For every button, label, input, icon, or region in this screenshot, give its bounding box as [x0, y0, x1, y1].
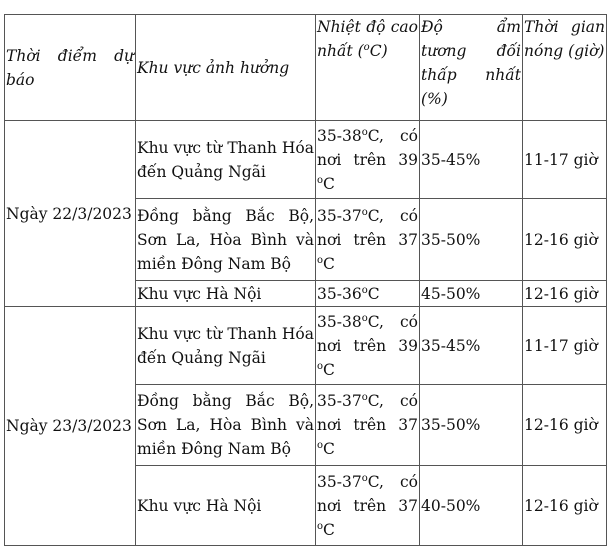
degree-sign: o	[361, 312, 368, 324]
temp-cell	[316, 281, 420, 307]
temp-cell	[316, 199, 420, 281]
area-cell: Khu vực Hà Nội	[136, 466, 316, 546]
temp-tail: C	[323, 174, 335, 193]
temp-unit: C, có nơi trên 39	[317, 312, 418, 355]
header-temp-unit: C)	[369, 42, 388, 60]
header-max-temp-text: Nhiệt độ cao nhất (	[317, 18, 418, 60]
heat-forecast-table	[4, 14, 607, 546]
table-row	[5, 307, 607, 385]
hot-hours-cell: 12-16 giờ	[523, 466, 607, 546]
temp-unit: C, có nơi trên 37	[317, 472, 418, 515]
temp-range: 35-37	[317, 392, 362, 410]
hot-hours-cell: 12-16 giờ	[523, 281, 607, 307]
temp-cell	[316, 121, 420, 199]
hot-hours-cell: 11-17 giờ	[523, 307, 607, 385]
degree-sign: o	[361, 284, 368, 296]
degree-sign: o	[317, 174, 324, 186]
humidity-cell: 35-45%	[420, 307, 523, 385]
degree-sign: o	[317, 520, 324, 532]
header-max-temp	[316, 15, 420, 121]
hot-hours-cell: 11-17 giờ	[523, 121, 607, 199]
header-area: Khu vực ảnh hưởng	[136, 15, 316, 121]
header-hot-time: Thời gian nóng (giờ)	[523, 15, 607, 121]
temp-tail: C	[323, 254, 335, 273]
forecast-date-cell: Ngày 22/3/2023	[5, 121, 136, 307]
humidity-cell: 35-50%	[420, 199, 523, 281]
temp-range: 35-37	[317, 206, 362, 225]
degree-sign: o	[361, 206, 368, 218]
area-cell: Khu vực từ Thanh Hóa đến Quảng Ngãi	[136, 121, 316, 199]
degree-sign: o	[361, 392, 368, 403]
temp-range: 35-36	[317, 284, 362, 303]
temp-unit: C, có nơi trên 39	[317, 126, 418, 169]
header-min-humidity: Độ ẩm tương đối thấp nhất (%)	[420, 15, 523, 121]
area-cell: Khu vực Hà Nội	[136, 281, 316, 307]
degree-sign: o	[361, 472, 368, 484]
temp-cell	[316, 307, 420, 385]
humidity-cell: 45-50%	[420, 281, 523, 307]
degree-sign: o	[361, 126, 368, 138]
degree-sign: o	[317, 254, 324, 266]
temp-unit: C, có nơi trên 37	[317, 206, 418, 249]
degree-sign: o	[317, 440, 324, 451]
temp-tail: C	[323, 360, 335, 379]
degree-sign: o	[317, 360, 324, 372]
forecast-date-cell: Ngày 23/3/2023	[5, 307, 136, 546]
temp-unit: C, có nơi trên 37	[317, 392, 418, 434]
area-cell: Khu vực từ Thanh Hóa đến Quảng Ngãi	[136, 307, 316, 385]
header-time-point: Thời điểm dự báo	[5, 15, 136, 121]
temp-tail: C	[323, 520, 335, 539]
hot-hours-cell: 12-16 giờ	[523, 199, 607, 281]
area-cell: Đồng bằng Bắc Bộ, Sơn La, Hòa Bình và miền Đông Nam Bộ	[136, 385, 316, 466]
hot-hours-cell: 12-16 giờ	[523, 385, 607, 466]
table-row	[5, 121, 607, 199]
temp-range: 35-38	[317, 126, 362, 145]
area-cell: Đồng bằng Bắc Bộ, Sơn La, Hòa Bình và miền Đông Nam Bộ	[136, 199, 316, 281]
temp-unit: C	[367, 284, 380, 303]
temp-cell	[316, 466, 420, 546]
table-header-row	[5, 15, 607, 121]
humidity-cell: 35-50%	[420, 385, 523, 466]
temp-cell	[316, 385, 420, 466]
humidity-cell: 40-50%	[420, 466, 523, 546]
temp-range: 35-38	[317, 312, 362, 331]
humidity-cell: 35-45%	[420, 121, 523, 199]
temp-tail: C	[323, 440, 335, 458]
temp-range: 35-37	[317, 472, 362, 491]
header-degree-sign: o	[363, 42, 370, 53]
